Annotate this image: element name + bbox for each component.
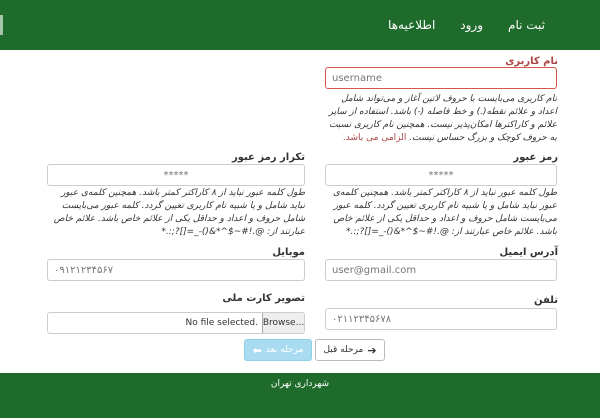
mobile-input[interactable] — [47, 259, 305, 281]
password-help: طول کلمه عبور نباید از ۸ کاراکتر کمتر باشد. همچنین کلمه‌ی عبور نباید شامل و یا شبیه نام کاربری تعیین گردد. کلمه عبور می‌بایست شامل حروف و اعداد و حداقل یکی از علائم خاص باشد. علائم خاص عبارتند از: @.!#~$^*&()-_=[]?;:.* — [333, 188, 557, 237]
previous-step-label: مرحله قبل — [323, 345, 364, 355]
footer-text: شهرداری تهران — [270, 379, 330, 389]
id-card-file-input[interactable] — [47, 312, 305, 334]
username-required-error: الزامی می باشد. — [342, 133, 407, 143]
nav-item-register[interactable]: ثبت نام — [508, 18, 545, 32]
email-label: آدرس ایمیل — [499, 247, 558, 258]
arrow-left-icon: ⬅ — [252, 343, 262, 357]
arrow-right-icon: ➔ — [367, 343, 377, 357]
nav-item-announcements[interactable]: اطلاعیه‌ها — [388, 18, 436, 32]
next-step-label: مرحله بعد — [265, 345, 304, 355]
previous-step-button[interactable] — [315, 339, 385, 361]
password-confirm-help: طول کلمه عبور نباید از ۸ کاراکتر کمتر باشد. همچنین کلمه‌ی عبور نباید شامل و یا شبیه نام کاربری تعیین گردد. کلمه عبور می‌بایست شامل حروف و اعداد و حداقل یکی از علائم خاص باشد. علائم خاص عبارتند از: @.!#~$^*&()-_=[]?;:.* — [53, 188, 305, 237]
nav-menu — [388, 0, 545, 50]
footer — [0, 373, 600, 418]
username-input[interactable] — [325, 67, 557, 89]
password-label: رمز عبور — [513, 152, 558, 163]
phone-label: تلفن — [533, 295, 558, 306]
username-help — [325, 93, 557, 145]
nav-item-login[interactable]: ورود — [460, 18, 484, 32]
phone-input[interactable] — [325, 308, 557, 330]
browse-button[interactable]: Browse... — [262, 313, 304, 333]
mobile-label: موبایل — [272, 247, 305, 258]
email-input[interactable] — [325, 259, 557, 281]
top-navbar — [0, 0, 600, 50]
username-label: نام کاربری — [505, 56, 558, 67]
next-step-button[interactable] — [244, 339, 312, 361]
navbar-edge-divider — [0, 15, 3, 35]
password-confirm-input[interactable] — [47, 164, 305, 186]
username-help-text: نام کاربری می‌بایست با حروف لاتین آغاز و می‌تواند شامل اعداد و علائم نقطه(.) و خط فاصله (-) باشد. استفاده از سایر علائم و کاراکترها امکان‌پذیر نیست. همچنین نام کاربری نسبت به حروف کوچک و بزرگ حساس نیست. — [328, 94, 557, 143]
file-status-text: No file selected. — [185, 318, 258, 328]
password-input[interactable] — [325, 164, 557, 186]
password-confirm-label: تکرار رمز عبور — [231, 152, 305, 163]
id-card-label: تصویر کارت ملی — [222, 293, 305, 304]
